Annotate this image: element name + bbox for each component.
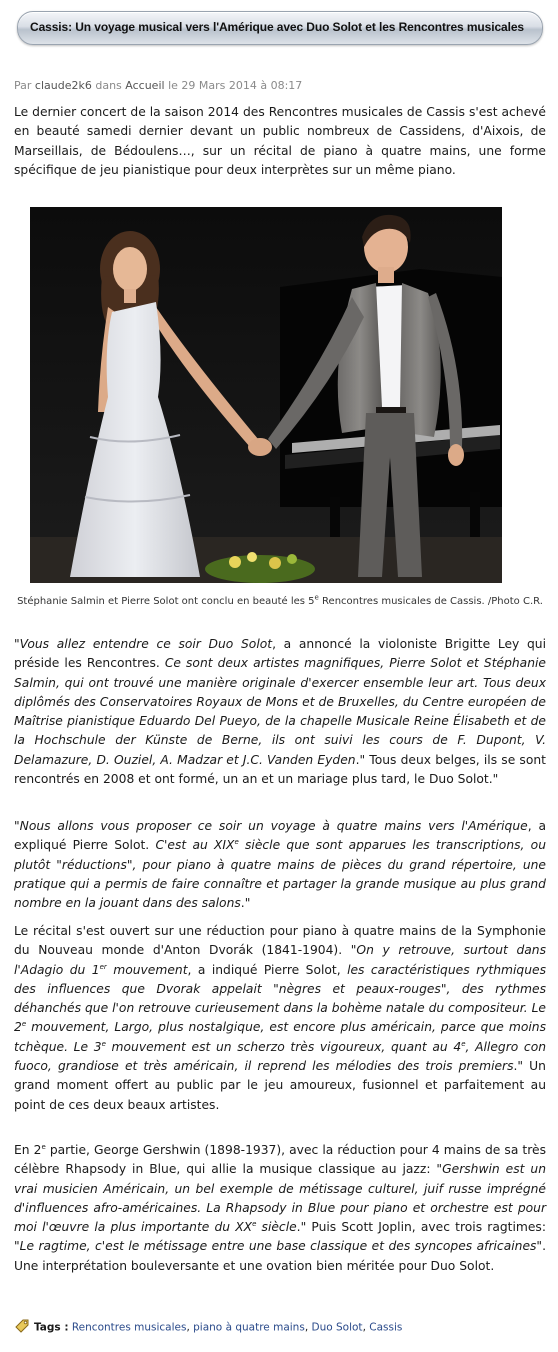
tag-list [72, 1322, 403, 1334]
meta-by: Par [14, 79, 32, 92]
p3-sup-1: er [99, 962, 107, 971]
p1-narration: , a annoncé la violoniste Brigitte Ley qui préside les Rencontres. [14, 637, 546, 671]
p4-intro-b: partie, George Gershwin (1898-1937), avec la réduction pour 4 mains de sa très célèbre Rhapsody in Blue, qui allie la musique classique au jazz: " [14, 1143, 546, 1177]
p3-quote-a: On y retrouve, surtout dans l'Adagio du 1 [14, 943, 546, 977]
p2-sup: e [234, 838, 239, 847]
p3-quote-b: mouvement [106, 962, 188, 977]
paragraph-4 [14, 1141, 546, 1276]
caption-sup: e [314, 593, 319, 602]
p2-quote-start: "Nous allons vous proposer ce soir un voyage à quatre mains vers l'Amérique [14, 819, 528, 833]
meta-date: le 29 Mars 2014 à 08:17 [168, 79, 303, 92]
p3-quote-d: mouvement, Largo, plus nostalgique, est encore plus américain, parce que moins tchèque. Le 3 [14, 1020, 546, 1054]
photo-caption [14, 594, 546, 609]
article-title-bar [17, 11, 543, 45]
concert-photo [30, 207, 502, 583]
tag-separator: , [362, 1321, 370, 1334]
tag-icon [14, 1318, 30, 1337]
tag-link[interactable]: piano à quatre mains [193, 1321, 305, 1334]
caption-text-end: Rencontres musicales de Cassis. /Photo C.R. [318, 596, 543, 607]
p3-intro: Le récital s'est ouvert sur une réduction pour piano à quatre mains de la Symphonie du Nouveau monde d'Anton Dvorák (1841-1904). " [14, 924, 546, 958]
tag-link[interactable]: Cassis [369, 1321, 403, 1334]
p3-narration: , a indiqué Pierre Solot, [187, 962, 348, 977]
p4-quote-c: Le ragtime, c'est le métissage entre une base classique et des syncopes africaines [19, 1239, 537, 1254]
tags-label: Tags : [34, 1321, 69, 1334]
p1-quote-start: "Vous allez entendre ce soir Duo Solot [14, 637, 273, 651]
section-link[interactable]: Accueil [125, 79, 165, 92]
tags-row [14, 1318, 402, 1337]
p3-quote-e: mouvement est un scherzo très vigoureux, quant au 4 [105, 1039, 462, 1054]
tag-separator: , [186, 1321, 194, 1334]
concert-photo-illustration [30, 207, 502, 583]
paragraph-3 [14, 922, 546, 1115]
p4-quote-a: Gershwin est un vrai musicien Américain, un bel exemple de métissage culturel, juif russe imprégné d'influences afro-américaines. La Rhapsody in Blue pour piano et orchestre est pour moi l'œuvre la plus importante du XX [14, 1162, 546, 1235]
tag-link[interactable]: Duo Solot [311, 1321, 363, 1334]
p3-sup-4: e [461, 1039, 466, 1048]
caption-text-start: Stéphanie Salmin et Pierre Solot ont conclu en beauté les 5 [17, 596, 315, 607]
paragraph-1 [14, 635, 546, 789]
p2-quote-b: siècle que sont apparues les transcriptions, ou plutôt "réductions", pour piano à quatre mains de pièces du grand répertoire, une pratique qui a permis de faire connaître et partager la grande musique au plus grand nombre en la jouant dans des salons [14, 838, 546, 911]
p3-sup-3: e [101, 1039, 106, 1048]
tag-separator: , [304, 1321, 312, 1334]
p4-intro-a: En 2 [14, 1143, 42, 1157]
author-link[interactable]: claude2k6 [34, 79, 92, 92]
p4-narration: ." Puis Scott Joplin, avec trois ragtimes: " [14, 1220, 546, 1254]
paragraph-2 [14, 817, 546, 913]
p3-sup-2: e [21, 1020, 27, 1029]
p2-narration: , a expliqué Pierre Solot. [14, 819, 547, 853]
p3-ending: ." Un grand moment offert au public par le jeu amoureux, fusionnel et parfaitement au point de ces deux beaux artistes. [14, 1059, 546, 1112]
p1-quote: Ce sont deux artistes magnifiques, Pierre Solot et Stéphanie Salmin, qui ont trouvé une manière originale d'exercer ensemble leur art. Tous deux diplômés des Conservatoires Royaux de Mons et de Bruxelles, du Centre européen de Maîtrise pianistique Eduardo Del Pueyo, de la chapelle Musicale Reine Élisabeth et de la Hochschule der Künste de Berne, ils ont suivi les cours de F. Dupont, V. Delamazure, D. Ouziel, A. Madzar et J.C. Vanden Eyden [14, 656, 546, 767]
p2-quote-a: C'est au XIX [155, 838, 235, 853]
intro-paragraph: Le dernier concert de la saison 2014 des Rencontres musicales de Cassis s'est achevé en beauté samedi dernier devant un public nombreux de Cassidens, d'Aixois, de Marseillais, de Bédoulens…, sur un récital de piano à quatre mains, une forme spécifique de jeu pianistique pour deux interprètes sur un même piano. [14, 105, 546, 177]
p4-sup-1: e [41, 1142, 46, 1151]
p4-ending: ". Une interprétation bouleversante et une ovation bien méritée pour Duo Solot. [14, 1239, 546, 1273]
p3-quote-c: les caractéristiques rythmiques des influences que Dvorak appelait "nègres et peaux-rouges", des rythmes déhanchés que l'on retrouve curieusement dans la bohème natale du compositeur. Le 2 [14, 962, 546, 1035]
p2-ending: ." [240, 896, 251, 911]
p1-ending: ." Tous deux belges, ils se sont rencontrés en 2008 et ont formé, un an et un mariage plus tard, le Duo Solot." [14, 752, 546, 787]
article-meta [14, 79, 302, 92]
meta-in: dans [95, 79, 122, 92]
p3-quote-f: , Allegro con fuoco, grandiose et très américain, il reprend les mélodies des trois premiers [14, 1039, 547, 1074]
article-title[interactable]: Cassis: Un voyage musical vers l'Amérique avec Duo Solot et les Rencontres musicales [30, 20, 524, 34]
tag-link[interactable]: Rencontres musicales [71, 1321, 187, 1334]
p4-sup-2: e [252, 1220, 257, 1229]
p4-quote-b: siècle [256, 1220, 297, 1235]
